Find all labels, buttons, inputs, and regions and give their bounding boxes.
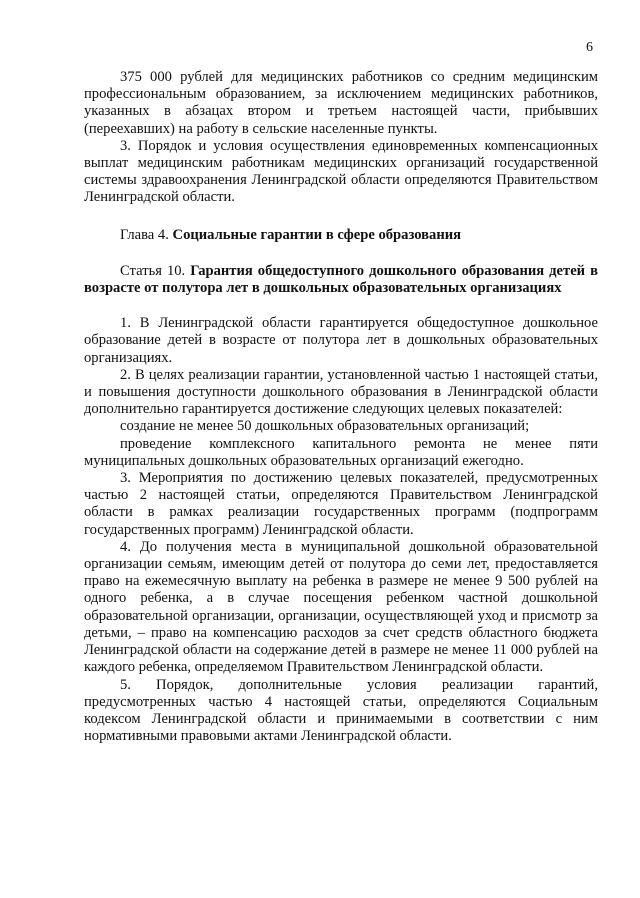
paragraph: 3. Порядок и условия осуществления единовременных компенсационных выплат медицинским работникам медицинских организаций государственной системы здравоохранения Ленинградской области определяются Правительством Ленинградской области. [84,137,598,206]
article-item: 4. До получения места в муниципальной дошкольной образовательной организации семьям, имеющим детей от полутора до семи лет, предоставляется право на ежемесячную выплату на ребенка в размере не менее 9 500 рублей на одного ребенка, а в случае посещения ребенком частной дошкольной образовательной организации, организации, осуществляющей уход и присмотр за детьми, – право на компенсацию расходов за счет средств областного бюджета Ленинградской области на содержание детей в размере не менее 11 000 рублей на каждого ребенка, определяемом Правительством Ленинградской области. [84,538,598,676]
paragraph: 375 000 рублей для медицинских работников со средним медицинским профессиональным образованием, за исключением медицинских работников, указанных в абзацах втором и третьем настоящей части, прибывших (переехавших) на работу в сельские населенные пункты. [84,69,598,137]
article-item: проведение комплексного капитального ремонта не менее пяти муниципальных дошкольных образовательных организаций ежегодно. [84,435,598,469]
article-prefix: Статья 10. [120,262,186,279]
article-item: 2. В целях реализации гарантии, установленной частью 1 настоящей статьи, и повышения доступности дошкольного образования в Ленинградской области дополнительно гарантируется достижение следующих целевых показателей: [84,366,598,418]
chapter-title: Социальные гарантии в сфере образования [172,226,462,243]
article-title: Гарантия общедоступного дошкольного образования детей в возрасте от полутора лет в дошкольных образовательных организациях [84,262,598,297]
page-number: 6 [586,40,593,55]
article-heading [84,263,598,297]
document-body [84,69,598,745]
article-item: создание не менее 50 дошкольных образовательных организаций; [120,418,530,435]
chapter-prefix: Глава 4. [120,226,169,243]
article-item: 5. Порядок, дополнительные условия реализации гарантий, предусмотренных частью 4 настоящей статьи, определяются Социальным кодексом Ленинградской области и принимаемыми в соответствии с ним нормативными правовыми актами Ленинградской области. [84,676,598,745]
article-item: 1. В Ленинградской области гарантируется общедоступное дошкольное образование детей в возрасте от полутора лет в дошкольных образовательных организациях. [84,315,598,366]
article-item: 3. Мероприятия по достижению целевых показателей, предусмотренных частью 2 настоящей статьи, определяются Правительством Ленинградской области в рамках реализации государственных программ (подпрограмм государственных программ) Ленинградской области. [84,470,598,538]
chapter-heading [84,227,598,244]
